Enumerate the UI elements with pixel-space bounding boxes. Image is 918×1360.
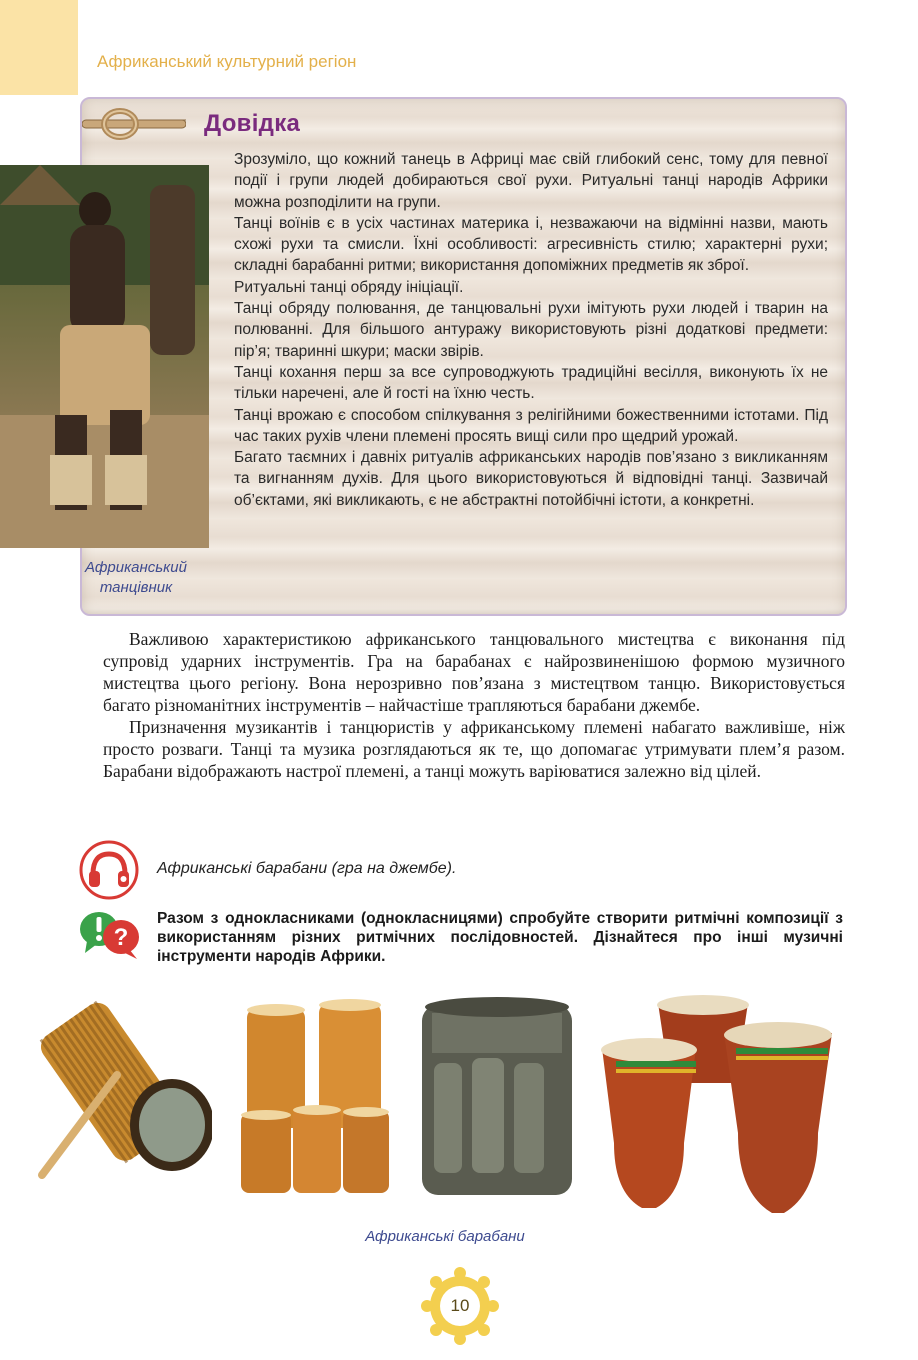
drums-caption: Африканські барабани <box>365 1228 525 1245</box>
headphones-icon[interactable] <box>79 840 139 900</box>
question-bubble-icon <box>79 909 141 961</box>
main-paragraph: Призначення музикантів і танцюристів у африканському племені набагато важливіше, ніж просто розваги. Танці та музика розглядаються як те, що допомагає утримувати плем’я разом. Барабани відображають настрої племені, а танці можуть варіюватися залежно від цілей. <box>103 717 845 781</box>
reference-paragraph: Танці врожаю є способом спілкування з релігійними божественними істотами. Під час таких рухів члени племені просять вищі сили про щедрий урожай. <box>234 406 828 445</box>
reference-paragraph: Танці воїнів є в усіх частинах материка і, незважаючи на відмінні назви, мають схожі рухи та смисли. Їхні особливості: агресивність стилю; характерні рухи; складні барабанні ритми; використання допоміжних предметів як зброї. <box>234 214 828 275</box>
reference-paragraph: Танці обряду полювання, де танцювальні рухи імітують рухи людей і тварин на полюванні. Для більшого антуражу використовують різні додаткові предмети: пір’я; тваринні шкури; маски звірів. <box>234 300 828 360</box>
corner-tab <box>0 0 78 95</box>
dancer-photo <box>0 165 209 548</box>
carved-drums-image <box>235 998 395 1198</box>
sculpted-drum-image <box>412 993 582 1203</box>
reference-paragraph: Ритуальні танці обряду ініціації. <box>234 278 464 296</box>
photo-caption: Африканський танцівник <box>85 559 187 596</box>
svg-text:?: ? <box>113 924 129 951</box>
reference-paragraph: Зрозуміло, що кожний танець в Африці має свій глибокий сенс, тому для певної події і групи людей добираються свої рухи. Ритуальні танці народів Африки можна розподілити на групи. <box>234 151 828 211</box>
reference-paragraph: Танці кохання перш за все супроводжують традиційні весілля, виконують їх не тільки наречені, але й гості на їхню честь. <box>234 363 828 403</box>
reference-text <box>234 149 828 511</box>
page-number: 10 <box>450 1296 470 1315</box>
reference-title: Довідка <box>204 110 301 137</box>
running-title: Африканський культурний регіон <box>97 52 357 71</box>
djembe-drums-image <box>596 993 856 1218</box>
rope-knot-icon <box>82 106 186 142</box>
reference-paragraph: Багато таємних і давніх ритуалів африканських народів пов’язано з викликанням та вигнанням духів. Для цього використовуються й відповідні танці. Зазвичай об’єктами, які викликають, є не абстрактні потойбічні істоти, а конкретні. <box>234 449 828 509</box>
task-text: Разом з однокласниками (однокласницями) спробуйте створити ритмічні композиції з використанням різних ритмічних послідовностей. Дізнайтеся про інші музичні інструменти народів Африки. <box>157 910 843 965</box>
main-text <box>103 628 845 782</box>
talking-drum-image <box>22 995 212 1185</box>
audio-caption: Африканські барабани (гра на джембе). <box>157 860 457 877</box>
main-paragraph: Важливою характеристикою африканського танцювального мистецтва є виконання під супровід ударних інструментів. Гра на барабанах є найрозвиненішою формою музичного мистецтва цього регіону. Вона нерозривно пов’язана з мистецтвом танцю. Використовується багато різноманітних інструментів – найчастіше трапляються барабани джембе. <box>103 629 845 715</box>
